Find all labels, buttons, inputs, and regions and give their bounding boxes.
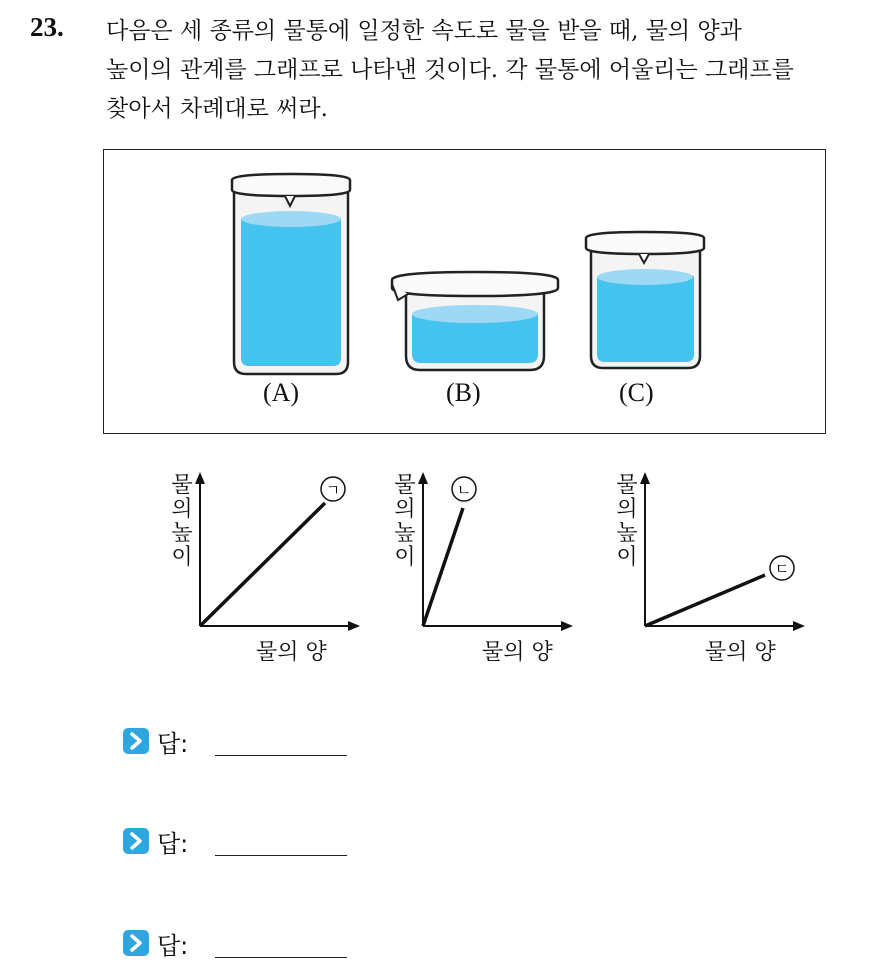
graph-1-y-label: 물 의 높 이 [171,473,193,570]
question-number: 23. [30,12,64,42]
answer-field[interactable] [215,855,347,856]
beaker-b-label: (B) [446,378,481,407]
graph-3-y-label: 물 의 높 이 [616,473,638,570]
graph-2-x-label: 물의 양 [482,640,553,665]
graph-3 [605,468,805,668]
graph-1-line [200,503,325,626]
container-figure [103,149,826,434]
beaker-a-label: (A) [263,378,300,407]
graph-3-marker: ㄷ [774,560,790,578]
beaker-c-label: (C) [619,378,654,407]
answer-field[interactable] [215,755,347,756]
answer-label: 답: [157,830,189,858]
answer-label: 답: [157,932,189,960]
question-text [106,12,866,129]
chevron-right-icon [123,930,149,956]
graph-3-x-label: 물의 양 [705,640,776,665]
graph-1 [160,468,360,668]
graph-2-y-label: 물 의 높 이 [394,473,416,570]
answer-label: 답: [157,730,189,758]
graph-1-x-label: 물의 양 [256,640,327,665]
beaker-c [586,232,704,368]
graph-2 [383,468,583,668]
graph-3-line [645,575,765,626]
chevron-right-icon [123,828,149,854]
question-line: 다음은 세 종류의 물통에 일정한 속도로 물을 받을 때, 물의 양과 [106,18,742,44]
chevron-right-icon [123,728,149,754]
graph-2-marker: ㄴ [456,481,472,499]
question-line: 찾아서 차례대로 써라. [106,96,328,122]
beaker-a [232,174,350,374]
answer-field[interactable] [215,957,347,958]
graph-1-marker: ㄱ [325,481,341,499]
question-line: 높이의 관계를 그래프로 나타낸 것이다. 각 물통에 어울리는 그래프를 [106,57,794,83]
graph-2-line [423,508,463,626]
beaker-b [392,272,558,370]
